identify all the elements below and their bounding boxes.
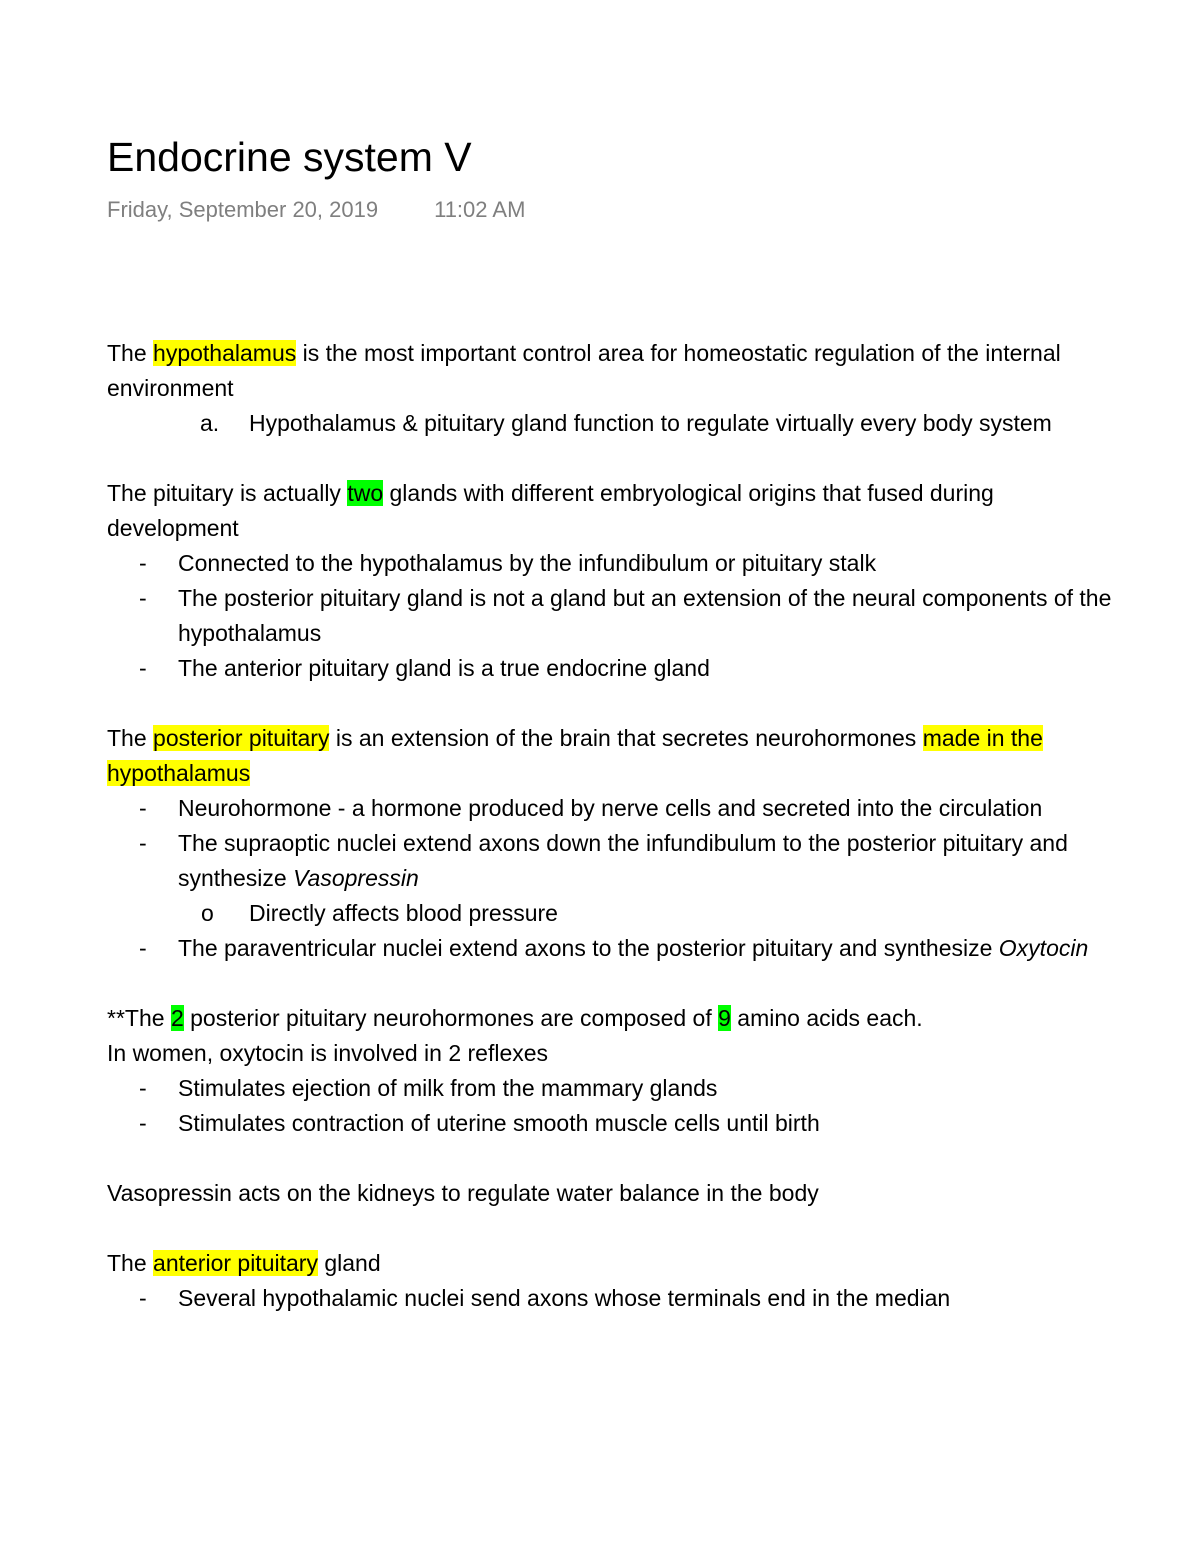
paragraph-oxytocin: In women, oxytocin is involved in 2 reflexes (107, 1040, 549, 1066)
page-date: Friday, September 20, 2019 (107, 197, 379, 222)
list-item: - The posterior pituitary gland is not a gland but an extension of the neural components of the hypothalamus (107, 581, 1120, 651)
alpha-list (107, 406, 1120, 441)
paragraph-vasopressin: Vasopressin acts on the kidneys to regulate water balance in the body (107, 1180, 819, 1206)
list-item: o Directly affects blood pressure (107, 896, 1120, 931)
highlight: 2 (170, 1005, 184, 1031)
dash-list (107, 1281, 1120, 1316)
highlight: posterior pituitary (153, 725, 330, 751)
paragraph-hypothalamus: The hypothalamus is the most important control area for homeostatic regulation of the internal environment (107, 340, 1061, 401)
page-meta (107, 192, 1120, 228)
paragraph-posterior-pituitary: The posterior pituitary is an extension of the brain that secretes neurohormones made in the hypothalamus (107, 725, 1043, 786)
list-marker: a. (200, 410, 220, 436)
dash-list (107, 931, 1120, 966)
list-item: - The paraventricular nuclei extend axons to the posterior pituitary and synthesize Oxytocin (107, 931, 1120, 966)
highlight: 9 (718, 1005, 731, 1031)
page-time: 11:02 AM (434, 197, 526, 222)
list-item: - Stimulates contraction of uterine smooth muscle cells until birth (107, 1106, 1120, 1141)
dash-list (107, 1071, 1120, 1141)
paragraph-pituitary: The pituitary is actually two glands with different embryological origins that fused during development (107, 480, 994, 541)
list-item: - Stimulates ejection of milk from the mammary glands (107, 1071, 1120, 1106)
highlight: made in the hypothalamus (107, 725, 1043, 786)
list-item: - Several hypothalamic nuclei send axons whose terminals end in the median (107, 1281, 1120, 1316)
paragraph-neurohormones: **The 2 posterior pituitary neurohormones are composed of 9 amino acids each. (107, 1005, 923, 1031)
highlight: two (347, 480, 384, 506)
highlight: anterior pituitary (153, 1250, 318, 1276)
highlight: hypothalamus (153, 340, 297, 366)
list-item: - Connected to the hypothalamus by the infundibulum or pituitary stalk (107, 546, 1120, 581)
paragraph-anterior-pituitary: The anterior pituitary gland (107, 1250, 381, 1276)
dash-list (107, 546, 1120, 686)
circle-list (107, 896, 1120, 931)
list-item: a. Hypothalamus & pituitary gland function to regulate virtually every body system (107, 406, 1120, 441)
list-item: - The supraoptic nuclei extend axons down the infundibulum to the posterior pituitary and synthesize Vasopressin (107, 826, 1120, 896)
list-item: - Neurohormone - a hormone produced by nerve cells and secreted into the circulation (107, 791, 1120, 826)
dash-list (107, 791, 1120, 896)
page-title: Endocrine system V (107, 134, 472, 180)
list-item: - The anterior pituitary gland is a true endocrine gland (107, 651, 1120, 686)
note-body (107, 336, 1120, 1316)
